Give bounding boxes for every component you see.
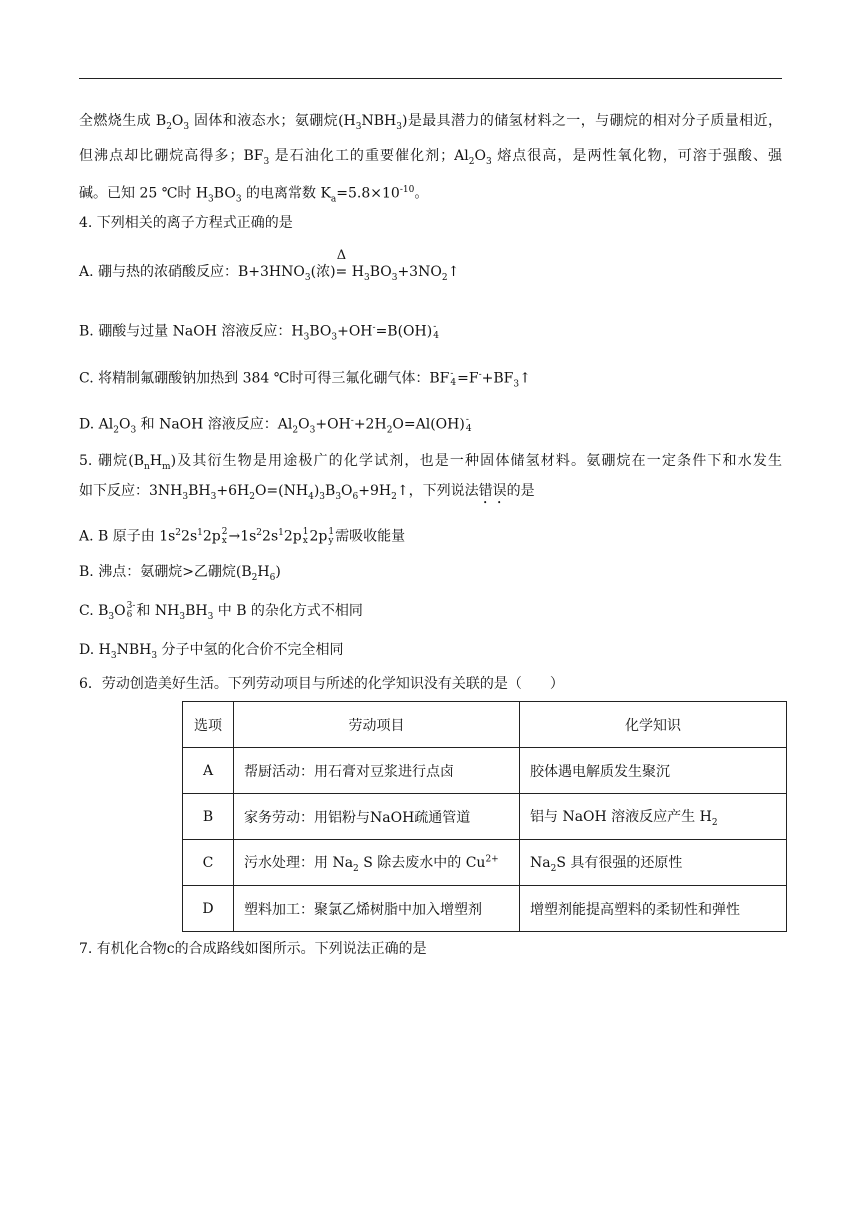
row-option: C [183,840,234,886]
q4-option-c: C. 将精制氟硼酸钠加热到 384 ℃时可得三氟化硼气体：BF - 4 $=F^-+BF_3↑$ [79,368,531,390]
row-labor-item: 家务劳动：用铝粉与NaOH疏通管道 [234,794,520,840]
intro-line-3: 碱。已知 25 ℃时 $H_3BO_3$ 的电离常数 $K_a=5.8\times 10^{-10}$。 [79,185,429,205]
table-header-row [183,702,787,748]
q5-stem-line-2: 如下反应：$3NH_3BH_3+6H_2O=(NH_4)_3B_3O_6+9H_2↑$，下列说法错误的是 [79,483,535,502]
row-chem-knowledge: 胶体遇电解质发生聚沉 [520,748,787,794]
q4-stem: 4. 下列相关的离子方程式正确的是 [79,215,293,231]
header-rule [79,78,782,79]
row-option: D [183,886,234,932]
q4-option-d: D. $Al_2O_3$ 和 NaOH 溶液反应：$Al_2O_3+OH^-+2H_2O=Al(OH)$ - 4 [79,414,472,436]
row-option: A [183,748,234,794]
q5-option-d: D. $H_3NBH_3$ 分子中氢的化合价不完全相同 [79,642,344,661]
row-labor-item: 帮厨活动：用石膏对豆浆进行点卤 [234,748,520,794]
table-row [183,886,787,932]
row-chem-knowledge: $Na_2S$ 具有很强的还原性 [520,840,787,886]
q6-table [182,701,787,932]
q5-option-b: B. 沸点：氨硼烷>乙硼烷$(B_2H_6)$ [79,564,281,583]
header-labor-item: 劳动项目 [234,702,520,748]
row-labor-item: 污水处理：用 $Na_2$ S 除去废水中的 $Cu^{2+}$ [234,840,520,886]
table-row [183,840,787,886]
row-labor-item: 塑料加工：聚氯乙烯树脂中加入增塑剂 [234,886,520,932]
q7-stem: 7. 有机化合物c的合成路线如图所示。下列说法正确的是 [79,941,427,957]
intro-line-1: 全燃烧生成 $B_2O_3$ 固体和液态水；氨硼烷$(H_3NBH_3)$是最具潜力的储氢材料之一，与硼烷的相对分子质量相近， [79,113,782,132]
row-option: B [183,794,234,840]
q5-option-c: C. $B_3O$ 3- 6 和 $NH_3BH_3$ 中 B 的杂化方式不相同 [79,601,363,622]
header-option: 选项 [183,702,234,748]
row-chem-knowledge: 增塑剂能提高塑料的柔韧性和弹性 [520,886,787,932]
q6-stem: 6．劳动创造美好生活。下列劳动项目与所述的化学知识没有关联的是（ ） [79,676,564,692]
row-chem-knowledge: 铝与 NaOH 溶液反应产生 $H_2$ [520,794,787,840]
intro-line-2: 但沸点却比硼烷高得多；$BF_3$ 是石油化工的重要催化剂；$Al_2O_3$ 熔点很高，是两性氧化物，可溶于强酸、强 [79,148,783,167]
q5-stem-line-1: 5. 硼烷$(B_nH_m)$及其衍生物是用途极广的化学试剂，也是一种固体储氢材料。氨硼烷在一定条件下和水发生 [79,453,782,472]
q4-option-b: B. 硼酸与过量 NaOH 溶液反应：$H_3BO_3+OH^-=B(OH)$ - 4 [79,321,439,343]
header-chem-knowledge: 化学知识 [520,702,787,748]
q5-option-a: A. B 原子由 $1s^22s^12p$ 2 x $\to 1s^22s^12p$ 1 x 2p 1 y 需吸收能量 [79,526,406,546]
q4-option-a: A. 硼与热的浓硝酸反应：$B+3HNO_3$(浓) Δ = $H_3BO_3+3NO_2↑$ [79,248,460,283]
table-row [183,794,787,840]
table-row [183,748,787,794]
